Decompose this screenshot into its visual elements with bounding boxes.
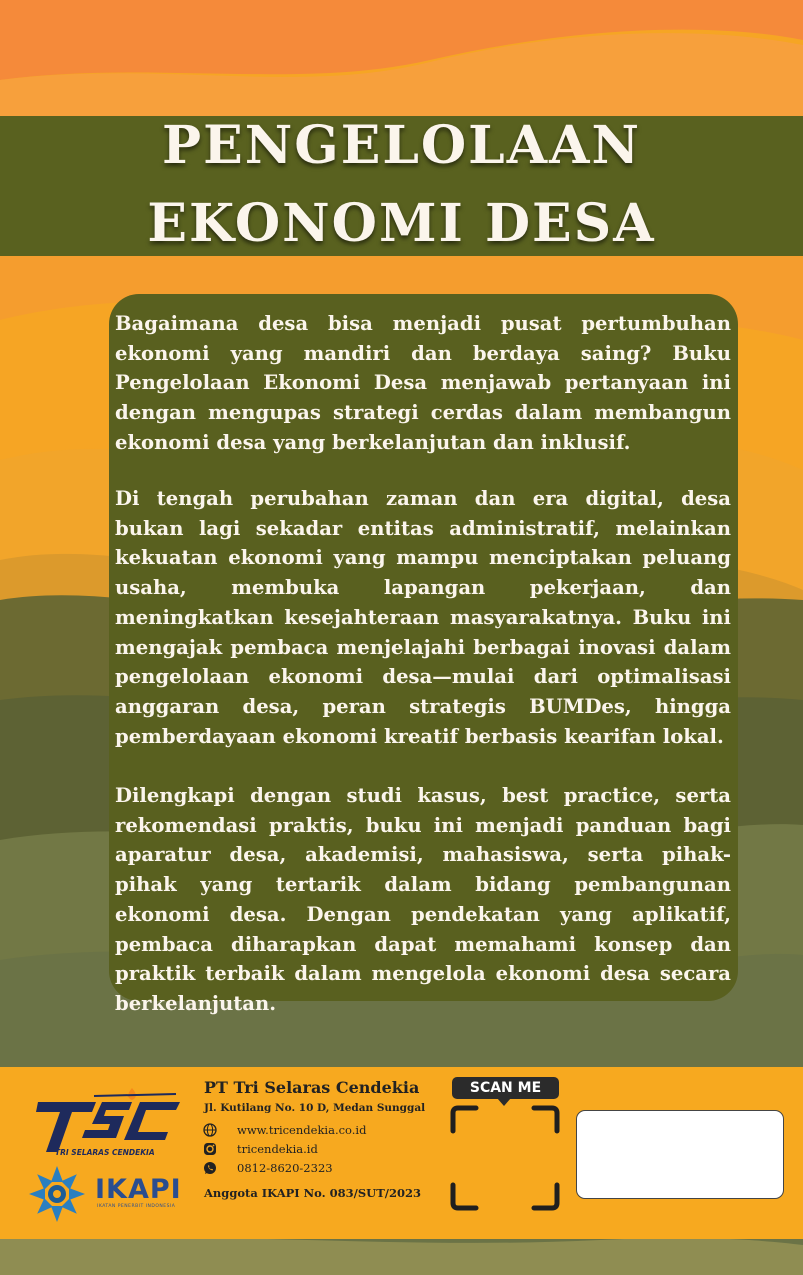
synopsis-paragraph-1: Bagaimana desa bisa menjadi pusat pertumbuhan ekonomi yang mandiri dan berdaya saing? Buku Pengelolaan Ekonomi Desa menjawab pertanyaan ini dengan mengupas strategi cerdas dalam membangun ekonomi desa yang berkelanjutan dan inklusif. <box>115 312 731 454</box>
contact-instagram[interactable] <box>203 1141 318 1156</box>
tsc-logo-text: TRI SELARAS CENDEKIA <box>55 1148 155 1157</box>
contact-phone[interactable] <box>203 1160 333 1175</box>
synopsis-paragraph-3: Dilengkapi dengan studi kasus, best practice, serta rekomendasi praktis, buku ini menjadi panduan bagi aparatur desa, akademisi, mahasiswa, serta pihak-pihak yang tertarik dalam bidang pembangunan ekonomi desa. Dengan pendekatan yang aplikatif, pembaca diharapkan dapat memahami konsep dan praktik terbaik dalam mengelola ekonomi desa secara berkelanjutan. <box>115 784 731 1015</box>
publisher-name: PT Tri Selaras Cendekia <box>204 1078 420 1097</box>
scan-me-label: SCAN ME <box>469 1080 542 1096</box>
publisher-address: Jl. Kutilang No. 10 D, Medan Sunggal <box>204 1102 426 1114</box>
whatsapp-icon <box>203 1161 217 1175</box>
book-title-line2: EKONOMI DESA <box>147 193 656 254</box>
phone-text[interactable]: 0812-8620-2323 <box>237 1160 333 1175</box>
isbn-barcode-box <box>576 1110 784 1199</box>
ikapi-logo-icon <box>26 1163 88 1225</box>
synopsis-paragraph-2: Di tengah perubahan zaman dan era digital, desa bukan lagi sekadar entitas administratif, melainkan kekuatan ekonomi yang mampu menciptakan peluang usaha, membuka lapangan pekerjaan, dan meningkatkan kesejahteraan masyarakatnya. Buku ini mengajak pembaca menjelajahi berbagai inovasi dalam pengelolaan ekonomi desa—mulai dari optimalisasi anggaran desa, peran strategis BUMDes, hingga pemberdayaan ekonomi kreatif berbasis kearifan lokal. <box>115 487 731 748</box>
globe-icon <box>203 1123 217 1137</box>
website-text[interactable]: www.tricendekia.co.id <box>237 1122 367 1137</box>
instagram-icon <box>203 1142 217 1156</box>
ikapi-name: IKAPI <box>95 1174 182 1205</box>
ikapi-subtitle: IKATAN PENERBIT INDONESIA <box>97 1204 176 1209</box>
scan-me-badge <box>452 1077 559 1099</box>
qr-code-frame-icon[interactable] <box>450 1105 560 1211</box>
ikapi-membership: Anggota IKAPI No. 083/SUT/2023 <box>204 1186 421 1200</box>
book-title-line1: PENGELOLAAN <box>162 115 641 176</box>
contact-website[interactable] <box>203 1122 366 1137</box>
instagram-text[interactable]: tricendekia.id <box>237 1141 318 1156</box>
